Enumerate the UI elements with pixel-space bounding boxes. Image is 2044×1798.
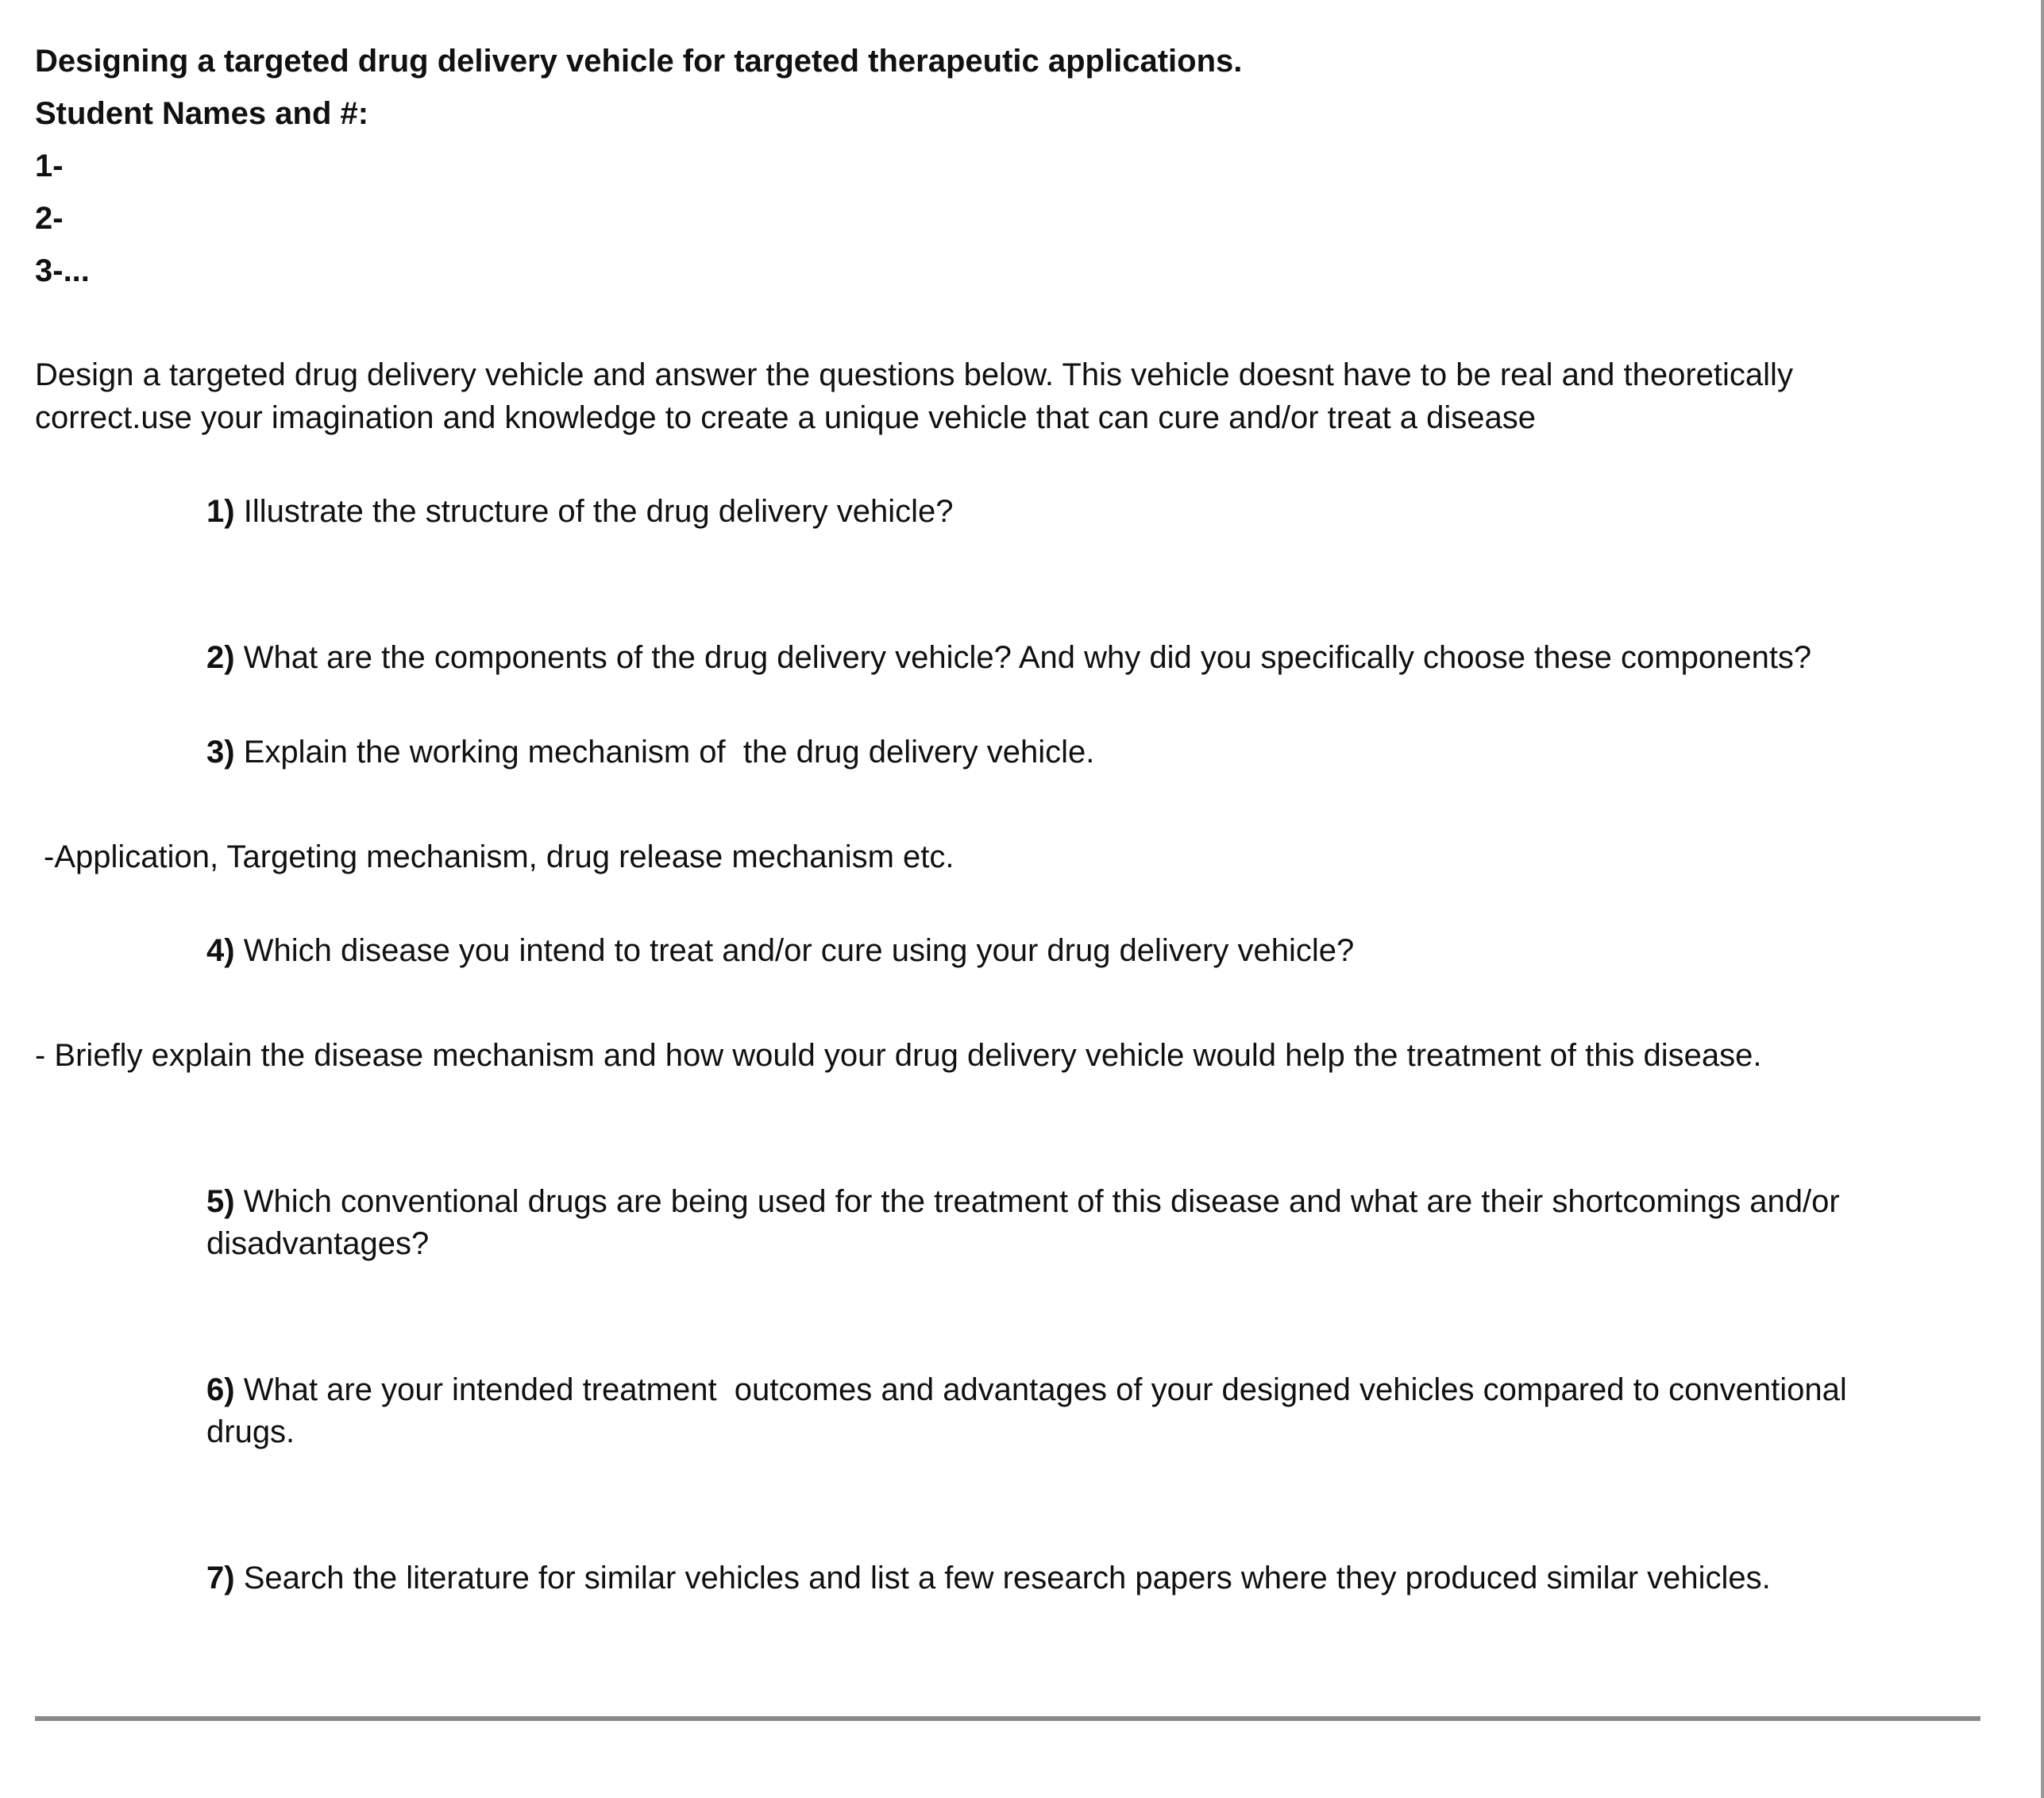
question-2	[206, 636, 1811, 679]
question-text: What are your intended treatment outcomes and advantages of your designed vehicles compared to conventional	[243, 1372, 1847, 1407]
question-6-continued: drugs.	[206, 1414, 295, 1449]
question-text: Explain the working mechanism of the drug delivery vehicle.	[243, 735, 1095, 770]
student-line-3: 3-...	[35, 253, 90, 288]
question-4	[206, 929, 1354, 972]
question-5	[206, 1180, 1840, 1223]
question-7	[206, 1557, 1771, 1599]
intro-line-2: correct.use your imagination and knowledge to create a unique vehicle that can cure and/or treat a disease	[35, 400, 1537, 435]
question-number: 5)	[206, 1184, 235, 1219]
document-title: Designing a targeted drug delivery vehicle for targeted therapeutic applications.	[35, 44, 1243, 79]
note-after-question-4: - Briefly explain the disease mechanism and how would your drug delivery vehicle would help the treatment of this disease.	[35, 1038, 1762, 1073]
question-number: 2)	[206, 640, 235, 675]
question-3	[206, 731, 1094, 774]
question-number: 7)	[206, 1561, 235, 1595]
question-number: 3)	[206, 735, 235, 770]
student-line-2: 2-	[35, 201, 64, 236]
question-text: What are the components of the drug delivery vehicle? And why did you specifically choose these components?	[243, 640, 1812, 675]
student-names-label: Student Names and #:	[35, 96, 369, 131]
note-after-question-3: -Application, Targeting mechanism, drug release mechanism etc.	[44, 839, 955, 874]
question-number: 4)	[206, 933, 235, 968]
question-text: Illustrate the structure of the drug delivery vehicle?	[243, 494, 954, 529]
question-1	[206, 490, 954, 533]
question-text: Which conventional drugs are being used for the treatment of this disease and what are their shortcomings and/or	[243, 1184, 1840, 1219]
question-5-continued: disadvantages?	[206, 1226, 430, 1261]
right-edge-border	[2041, 0, 2044, 1798]
question-text: Which disease you intend to treat and/or cure using your drug delivery vehicle?	[243, 933, 1355, 968]
intro-line-1: Design a targeted drug delivery vehicle and answer the questions below. This vehicle doesnt have to be real and theoretically	[35, 357, 1793, 392]
student-line-1: 1-	[35, 149, 64, 183]
question-text: Search the literature for similar vehicles and list a few research papers where they produced similar vehicles.	[243, 1561, 1771, 1595]
question-6	[206, 1368, 1847, 1411]
question-number: 1)	[206, 494, 235, 529]
bottom-divider	[35, 1716, 1980, 1721]
question-number: 6)	[206, 1372, 235, 1407]
